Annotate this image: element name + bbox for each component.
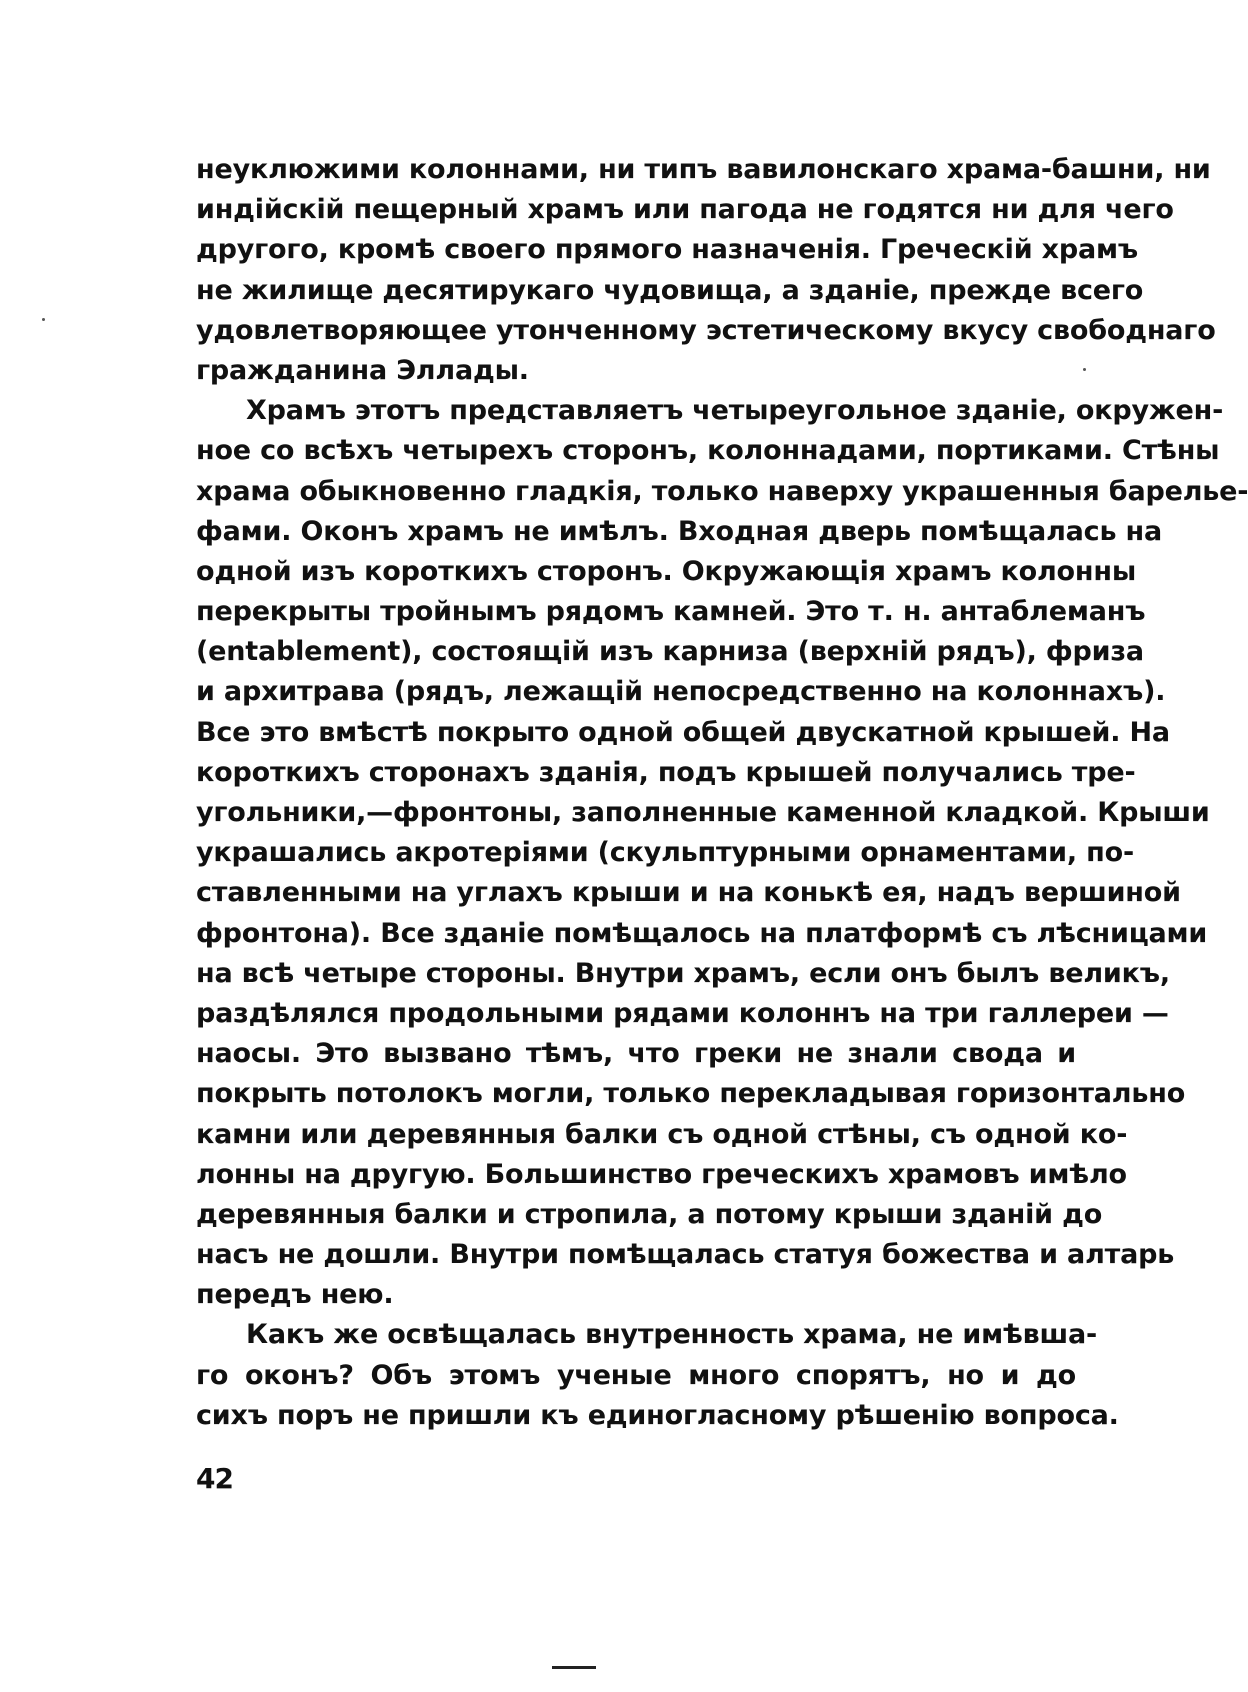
- text-line: и архитрава (рядъ, лежащій непосредственно на колоннахъ).: [196, 676, 1166, 708]
- text-line: Все это вмѣстѣ покрыто одной общей двускатной крышей. На: [196, 716, 1170, 748]
- text-line: одной изъ короткихъ сторонъ. Окружающія храмъ колонны: [196, 555, 1137, 587]
- text-line: храма обыкновенно гладкія, только наверху украшенныя барелье-: [196, 475, 1248, 507]
- text-line: раздѣлялся продольными рядами колоннъ на три галлереи —: [196, 997, 1169, 1029]
- text-line: фронтона). Все зданіе помѣщалось на платформѣ съ лѣсницами: [196, 917, 1208, 949]
- text-line: ное со всѣхъ четырехъ сторонъ, колоннадами, портиками. Стѣны: [196, 435, 1220, 467]
- text-line: Храмъ этотъ представляетъ четыреугольное зданіе, окружен-: [246, 395, 1224, 427]
- text-line: перекрыты тройнымъ рядомъ камней. Это т. н. антаблеманъ: [196, 596, 1146, 628]
- text-line: другого, кромѣ своего прямого назначенія. Греческій храмъ: [196, 234, 1138, 266]
- text-line: сихъ поръ не пришли къ единогласному рѣшенію вопроса.: [196, 1399, 1119, 1431]
- text-line: гражданина Эллады.: [196, 354, 529, 386]
- body-text: [196, 150, 1248, 1436]
- scan-speck: [1083, 368, 1086, 371]
- text-line: (entablement), состоящій изъ карниза (верхній рядъ), фриза: [196, 636, 1144, 668]
- text-line: передъ нею.: [196, 1279, 394, 1311]
- text-line: лонны на другую. Большинство греческихъ храмовъ имѣло: [196, 1158, 1127, 1190]
- bottom-rule: [552, 1666, 596, 1669]
- text-line: угольники,—фронтоны, заполненные каменной кладкой. Крыши: [196, 797, 1210, 828]
- text-line: покрыть потолокъ могли, только перекладывая горизонтально: [196, 1078, 1186, 1110]
- text-line: удовлетворяющее утонченному эстетическому вкусу свободнаго: [196, 314, 1216, 346]
- text-line: Какъ же освѣщалась внутренность храма, не имѣвша-: [246, 1319, 1098, 1351]
- text-line: на всѣ четыре стороны. Внутри храмъ, если онъ былъ великъ,: [196, 957, 1170, 989]
- text-line: украшались акротеріями (скульптурными орнаментами, по-: [196, 837, 1134, 869]
- text-line: наосы. Это вызвано тѣмъ, что греки не знали свода и: [196, 1038, 1076, 1070]
- text-line: короткихъ сторонахъ зданія, подъ крышей получались тре-: [196, 756, 1136, 788]
- text-line: фами. Оконъ храмъ не имѣлъ. Входная дверь помѣщалась на: [196, 515, 1163, 547]
- page-number: 42: [196, 1462, 233, 1495]
- scan-speck: [42, 318, 45, 321]
- text-line: деревянныя балки и стропила, а потому крыши зданій до: [196, 1198, 1103, 1230]
- text-line: не жилище десятирукаго чудовища, а зданіе, прежде всего: [196, 274, 1144, 306]
- text-line: ставленными на углахъ крыши и на конькѣ ея, надъ вершиной: [196, 877, 1181, 909]
- text-line: камни или деревянныя балки съ одной стѣны, съ одной ко-: [196, 1118, 1128, 1150]
- text-line: неуклюжими колоннами, ни типъ вавилонскаго храма-башни, ни: [196, 154, 1211, 185]
- text-line: го оконъ? Объ этомъ ученые много спорятъ, но и до: [196, 1359, 1076, 1391]
- text-line: индійскій пещерный храмъ или пагода не годятся ни для чего: [196, 194, 1174, 226]
- text-line: насъ не дошли. Внутри помѣщалась статуя божества и алтарь: [196, 1239, 1175, 1271]
